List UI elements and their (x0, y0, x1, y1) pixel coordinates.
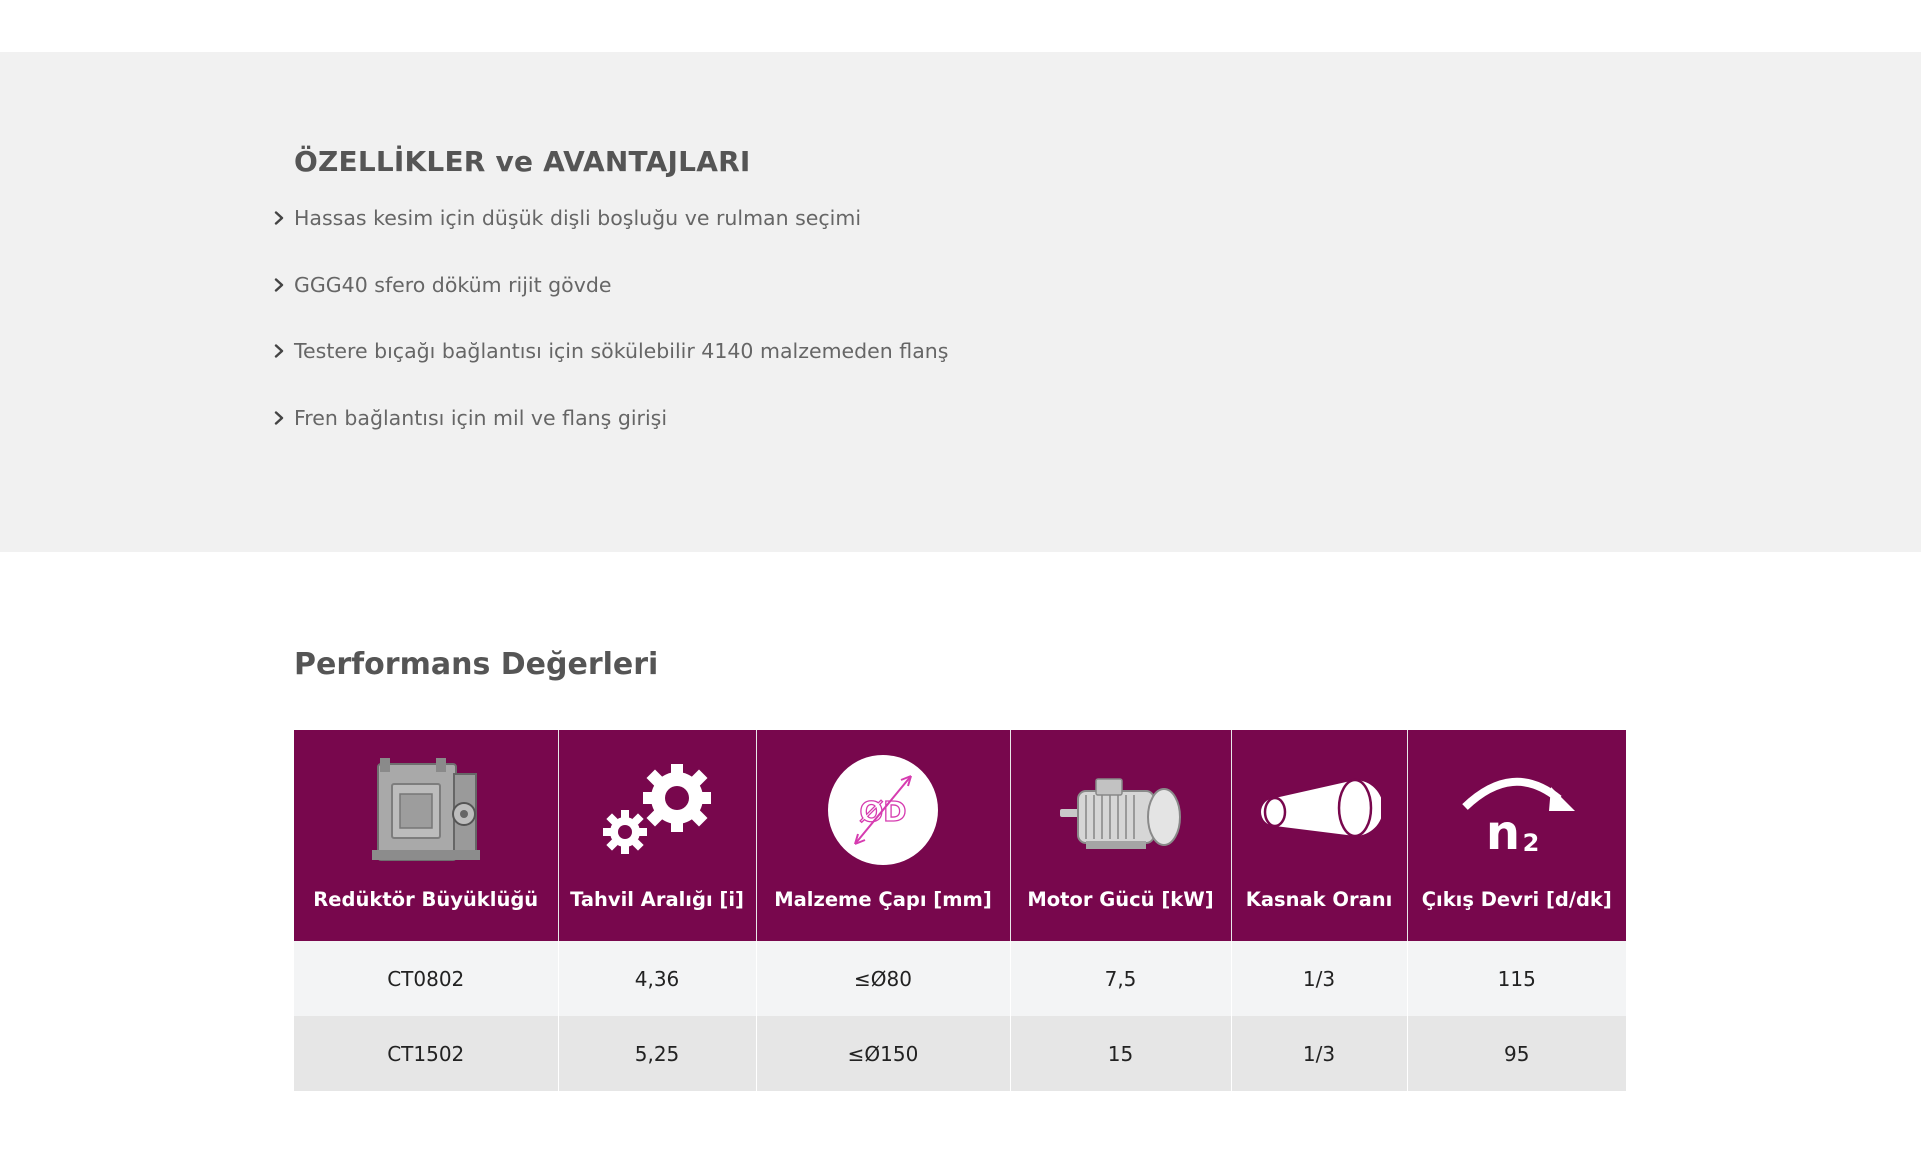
column-header-label: Malzeme Çapı [mm] (774, 888, 992, 911)
column-header-size (294, 730, 558, 941)
cell-motor: 15 (1010, 1016, 1231, 1091)
column-header-label: Redüktör Büyüklüğü (313, 888, 539, 911)
gearbox-icon (366, 754, 486, 866)
column-header-ratio (558, 730, 756, 941)
speed-icon-letter: n (1485, 805, 1520, 855)
column-header-label: Kasnak Oranı (1245, 888, 1393, 911)
column-header-diameter (756, 730, 1010, 941)
features-title: ÖZELLİKLER ve AVANTAJLARI (294, 145, 751, 178)
output-speed-icon (1455, 765, 1579, 855)
gears-icon (597, 760, 717, 860)
column-header-motor (1010, 730, 1231, 941)
cell-diameter: ≤Ø80 (756, 941, 1010, 1016)
feature-text: GGG40 sfero döküm rijit gövde (294, 272, 612, 297)
feature-text: Fren bağlantısı için mil ve flanş girişi (294, 405, 668, 430)
diameter-icon (823, 750, 943, 870)
column-header-label: Çıkış Devri [d/dk] (1421, 888, 1612, 911)
table-header-row (294, 730, 1626, 941)
column-header-label: Tahvil Aralığı [i] (570, 888, 744, 911)
cell-size: CT0802 (294, 941, 558, 1016)
performance-title: Performans Değerleri (294, 647, 659, 682)
speed-icon-subscript: 2 (1522, 829, 1540, 855)
top-spacer (0, 0, 1921, 52)
cell-motor: 7,5 (1010, 941, 1231, 1016)
cell-ratio: 5,25 (558, 1016, 756, 1091)
pulley-icon (1257, 770, 1381, 850)
diameter-icon-text: ØD (859, 795, 907, 828)
table-row (294, 1016, 1626, 1091)
feature-list (272, 202, 948, 468)
feature-item (272, 335, 948, 402)
chevron-right-icon (272, 411, 286, 425)
column-header-pulley (1231, 730, 1407, 941)
motor-icon (1056, 765, 1186, 855)
chevron-right-icon (272, 211, 286, 225)
column-header-speed (1407, 730, 1626, 941)
cell-size: CT1502 (294, 1016, 558, 1091)
features-section (0, 52, 1921, 552)
feature-item (272, 202, 948, 269)
cell-speed: 95 (1407, 1016, 1626, 1091)
cell-speed: 115 (1407, 941, 1626, 1016)
cell-diameter: ≤Ø150 (756, 1016, 1010, 1091)
cell-pulley: 1/3 (1231, 941, 1407, 1016)
chevron-right-icon (272, 278, 286, 292)
feature-item (272, 402, 948, 469)
cell-ratio: 4,36 (558, 941, 756, 1016)
feature-item (272, 269, 948, 336)
performance-table (294, 730, 1626, 1091)
feature-text: Testere bıçağı bağlantısı için sökülebilir 4140 malzemeden flanş (294, 339, 949, 363)
table-row (294, 941, 1626, 1016)
feature-text: Hassas kesim için düşük dişli boşluğu ve rulman seçimi (294, 206, 862, 230)
cell-pulley: 1/3 (1231, 1016, 1407, 1091)
column-header-label: Motor Gücü [kW] (1027, 888, 1214, 911)
chevron-right-icon (272, 344, 286, 358)
